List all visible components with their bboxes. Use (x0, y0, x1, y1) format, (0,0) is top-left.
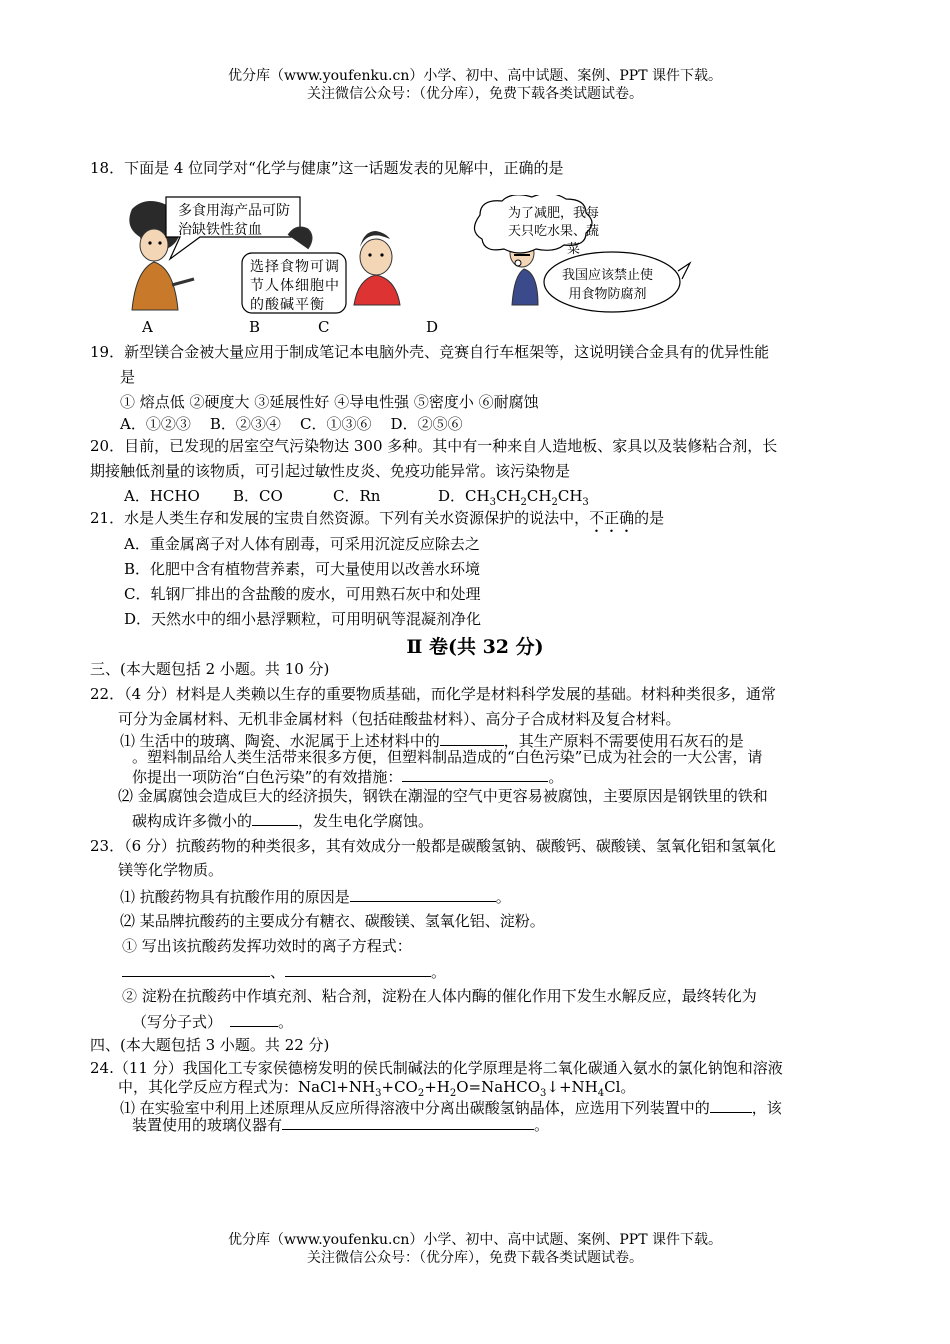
part-3-heading: 三、(本大题包括 2 小题。共 10 分) (90, 660, 330, 678)
q20-option-b: B．CO (233, 487, 283, 505)
q21-option-c: C．轧钢厂排出的含盐酸的废水，可用熟石灰中和处理 (124, 585, 481, 603)
label-b: B (249, 318, 261, 336)
footer-line-2: 关注微信公众号：（优分库），免费下载各类试题试卷。 (307, 1250, 643, 1266)
q24-blank-2[interactable] (282, 1113, 534, 1130)
bubble-d2-line-1: 我国应该禁止使 (562, 268, 654, 283)
bubble-d1-line-3: 菜 (567, 242, 581, 257)
q22-sub1-line-2: 。塑料制品给人类生活带来很多方便，但塑料制品造成的“白色污染”已成为社会的一大公害，请 (132, 748, 763, 766)
q24-sub1-line-2: 装置使用的玻璃仪器有 。 (132, 1113, 860, 1136)
q23-blank-2[interactable] (122, 960, 270, 977)
label-d: D (426, 318, 439, 336)
q23-sub4-line-2: （写分子式） 。 (132, 1010, 860, 1033)
q23-sub2: ⑵ 某品牌抗酸药的主要成分有糖衣、碳酸镁、氢氧化铝、淀粉。 (120, 912, 545, 930)
bubble-d2-line-2: 用食物防腐剂 (568, 287, 647, 302)
part-4-heading: 四、(本大题包括 3 小题。共 22 分) (90, 1036, 330, 1054)
bubble-d1-line-2: 天只吃水果、蔬 (508, 224, 600, 239)
q22-sub1-line-3: 你提出一项防治“白色污染”的有效措施： 。 (132, 765, 860, 788)
bubble-a-line-2: 治缺铁性贫血 (178, 222, 262, 238)
q24-stem-1: 24.（11 分）我国化工专家侯德榜发明的侯氏制碱法的化学原理是将二氧化碳通入氨水的氯化钠饱和溶液 (90, 1059, 783, 1077)
q20-option-c: C．Rn (333, 487, 381, 505)
q21-stem: 21．水是人类生存和发展的宝贵自然资源。下列有关水资源保护的说法中，不正确的是 (90, 509, 665, 527)
q18-stem: 18．下面是 4 位同学对“化学与健康”这一话题发表的见解中，正确的是 (90, 159, 564, 177)
q23-sub1: ⑴ 抗酸药物具有抗酸作用的原因是 。 (120, 885, 860, 908)
q21-option-d: D．天然水中的细小悬浮颗粒，可用明矾等混凝剂净化 (124, 610, 482, 628)
bubble-bc-line-3: 的酸碱平衡 (250, 297, 325, 313)
bubble-d1-text (508, 205, 599, 259)
bubble-d2-text (562, 266, 653, 304)
bubble-bc-line-2: 节人体细胞中 (250, 278, 340, 294)
footer-line-1: 优分库（www.youfenku.cn）小学、初中、高中试题、案例、PPT 课件下载。 (227, 1232, 722, 1248)
q22-blank-3[interactable] (252, 809, 298, 826)
q24-stem-2: 中，其化学反应方程式为：$NaCl+NH_3+CO_2+H_2O=NaHCO_3↓+NH_4Cl$。 (118, 1078, 636, 1099)
q24-sub1-line-1: ⑴ 在实验室中利用上述原理从反应所得溶液中分离出碳酸氢钠晶体，应选用下列装置中的 ，该 (120, 1096, 860, 1119)
header-line-1: 优分库（www.youfenku.cn）小学、初中、高中试题、案例、PPT 课件下载。 (227, 68, 722, 84)
q19-stem-1: 19．新型镁合金被大量应用于制成笔记本电脑外壳、竞赛自行车框架等，这说明镁合金具有的优异性能 (90, 343, 770, 361)
q22-stem-2: 可分为金属材料、无机非金属材料（包括硅酸盐材料）、高分子合成材料及复合材料。 (118, 710, 681, 728)
q23-stem-1: 23．（6 分）抗酸药物的种类很多，其有效成分一般都是碳酸氢钠、碳酸钙、碳酸镁、氢氧化铝和氢氧化 (90, 837, 776, 855)
bubble-d1-line-1: 为了减肥，我每 (508, 206, 600, 221)
q22-blank-1[interactable] (440, 729, 504, 746)
q19-stem-2: 是 (120, 368, 136, 386)
bubble-a-text (178, 202, 290, 240)
q23-sub4-line-1: ② 淀粉在抗酸药中作填充剂、粘合剂，淀粉在人体内酶的催化作用下发生水解反应，最终转化为 (122, 987, 757, 1005)
q23-blank-4[interactable] (230, 1010, 278, 1027)
q23-stem-2: 镁等化学物质。 (118, 861, 224, 879)
q22-sub1-line-1: ⑴ 生活中的玻璃、陶瓷、水泥属于上述材料中的 ，其生产原料不需要使用石灰石的是 (120, 729, 860, 752)
q21-emphasis: 不正确 (589, 509, 635, 527)
student-c-figure (354, 231, 400, 305)
bubble-a-line-1: 多食用海产品可防 (178, 203, 290, 219)
header-line-2: 关注微信公众号：（优分库），免费下载各类试题试卷。 (307, 86, 643, 102)
q20-stem-1: 20．目前，已发现的居室空气污染物达 300 多种。其中有一种来自人造地板、家具以及装修粘合剂，长 (90, 437, 778, 455)
q21-option-a: A．重金属离子对人体有剧毒，可采用沉淀反应除去之 (124, 535, 480, 553)
section-2-title: Ⅱ 卷(共 32 分) (406, 636, 544, 658)
q19-properties: ① 熔点低 ②硬度大 ③延展性好 ④导电性强 ⑤密度小 ⑥耐腐蚀 (120, 393, 539, 411)
q20-option-a: A．HCHO (124, 487, 200, 505)
q23-answer-line: 、 。 (122, 960, 860, 983)
bubble-bc-text (250, 258, 340, 315)
q22-blank-2[interactable] (402, 765, 548, 782)
q23-sub3: ① 写出该抗酸药发挥功效时的离子方程式： (122, 937, 412, 955)
q21-option-b: B．化肥中含有植物营养素，可大量使用以改善水环境 (124, 560, 481, 578)
q24-blank-1[interactable] (710, 1096, 752, 1113)
q22-sub2-line-1: ⑵ 金属腐蚀会造成巨大的经济损失，钢铁在潮湿的空气中更容易被腐蚀，主要原因是钢铁里的铁和 (118, 787, 768, 805)
bubble-bc-line-1: 选择食物可调 (250, 259, 340, 275)
label-a: A (142, 318, 153, 336)
q23-blank-3[interactable] (285, 960, 431, 977)
q19-options: A．①②③ B．②③④ C．①③⑥ D．②⑤⑥ (120, 415, 463, 433)
q23-blank-1[interactable] (350, 885, 496, 902)
q20-stem-2: 期接触低剂量的该物质，可引起过敏性皮炎、免疫功能异常。该污染物是 (90, 462, 571, 480)
q22-sub2-line-2: 碳构成许多微小的 ，发生电化学腐蚀。 (132, 809, 860, 832)
label-c: C (318, 318, 330, 336)
q20-option-d: D．$CH_3CH_2CH_2CH_3$ (438, 487, 589, 508)
q22-stem-1: 22．（4 分）材料是人类赖以生存的重要物质基础，而化学是材料科学发展的基础。材料种类很多，通常 (90, 685, 776, 703)
